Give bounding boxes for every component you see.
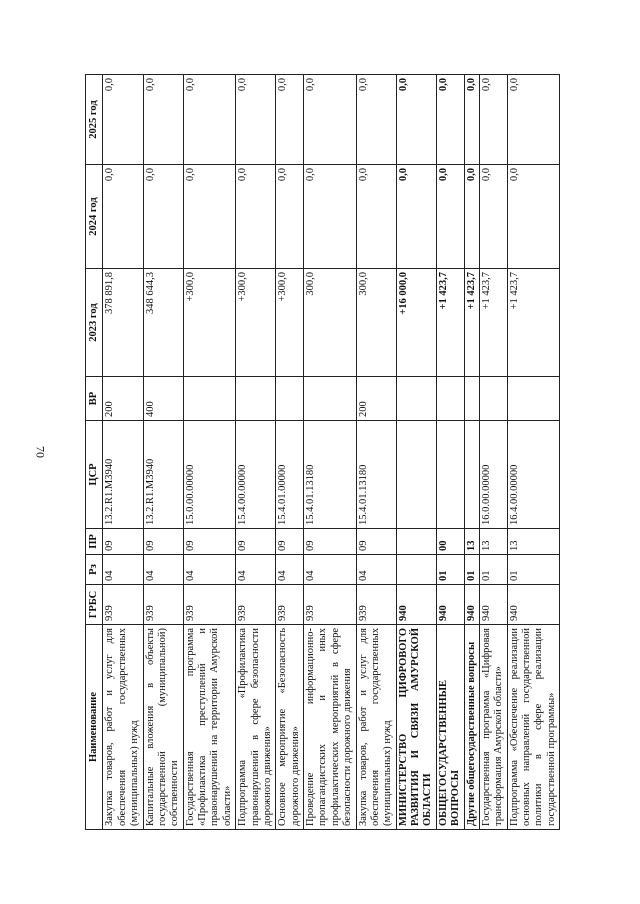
budget-table	[85, 74, 560, 830]
cell-name: Основное мероприятие «Безопасность дорожного движения»	[276, 625, 304, 830]
cell-csr: 16.4.00.00000	[507, 421, 560, 529]
cell-csr: 15.4.01.00000	[276, 421, 304, 529]
cell-2024: 0,0	[183, 165, 236, 269]
cell-name: МИНИСТЕРСТВО ЦИФРОВОГО РАЗВИТИЯ И СВЯЗИ АМУРСКОЙ ОБЛАСТИ	[396, 625, 436, 830]
cell-2025: 0,0	[436, 75, 464, 165]
cell-vr	[304, 377, 357, 421]
cell-2025: 0,0	[507, 75, 560, 165]
cell-pr: 13	[464, 529, 479, 555]
cell-rz: 01	[507, 555, 560, 585]
cell-2023: +1 423,7	[507, 269, 560, 377]
cell-name: Закупка товаров, работ и услуг для обеспечения государственных (муниципальных) нужд	[356, 625, 396, 830]
table-row	[276, 75, 304, 830]
table-row	[436, 75, 464, 830]
cell-2025: 0,0	[479, 75, 507, 165]
cell-2023: 378 891,8	[103, 269, 143, 377]
cell-2023: 300,0	[304, 269, 357, 377]
cell-2023: +300,0	[183, 269, 236, 377]
cell-2025: 0,0	[464, 75, 479, 165]
table-row	[507, 75, 560, 830]
cell-2024: 0,0	[276, 165, 304, 269]
cell-csr: 13.2.R1.M3940	[103, 421, 143, 529]
cell-2024: 0,0	[236, 165, 276, 269]
cell-csr: 15.4.01.13180	[304, 421, 357, 529]
cell-rz: 04	[276, 555, 304, 585]
cell-2025: 0,0	[356, 75, 396, 165]
cell-vr	[276, 377, 304, 421]
table-row	[103, 75, 143, 830]
cell-2023: 348 644,3	[143, 269, 183, 377]
table-row	[464, 75, 479, 830]
cell-rz: 04	[183, 555, 236, 585]
cell-vr	[396, 377, 436, 421]
cell-grbs: 940	[396, 585, 436, 625]
cell-name: Государственная программа «Цифровая трансформация Амурской области»	[479, 625, 507, 830]
table-row	[479, 75, 507, 830]
cell-2024: 0,0	[143, 165, 183, 269]
cell-2023: +1 423,7	[479, 269, 507, 377]
cell-grbs: 939	[236, 585, 276, 625]
cell-name: Подпрограмма «Обеспечение реализации основных направлений государственной политики в сфере реализации государственной программы»	[507, 625, 560, 830]
cell-name: Закупка товаров, работ и услуг для обеспечения государственных (муниципальных) нужд	[103, 625, 143, 830]
cell-pr: 09	[236, 529, 276, 555]
cell-rz: 01	[436, 555, 464, 585]
table-row	[304, 75, 357, 830]
cell-2023: +300,0	[236, 269, 276, 377]
cell-vr	[183, 377, 236, 421]
cell-csr: 16.0.00.00000	[479, 421, 507, 529]
cell-2025: 0,0	[236, 75, 276, 165]
cell-grbs: 939	[276, 585, 304, 625]
table-row	[356, 75, 396, 830]
cell-2023: +16 000,0	[396, 269, 436, 377]
cell-rz: 04	[304, 555, 357, 585]
cell-csr: 15.4.00.00000	[236, 421, 276, 529]
cell-rz: 04	[236, 555, 276, 585]
col-header-vr: ВР	[86, 377, 103, 421]
cell-name: Проведение информационно-пропагандистских и иных профилактических мероприятий в сфере безопасности дорожного движения	[304, 625, 357, 830]
cell-rz: 01	[479, 555, 507, 585]
cell-2025: 0,0	[143, 75, 183, 165]
cell-grbs: 939	[356, 585, 396, 625]
rotated-table-container	[85, 75, 561, 830]
cell-2024: 0,0	[304, 165, 357, 269]
cell-2024: 0,0	[356, 165, 396, 269]
col-header-rz: Рз	[86, 555, 103, 585]
cell-2023: 300,0	[356, 269, 396, 377]
cell-pr: 13	[479, 529, 507, 555]
cell-grbs: 940	[507, 585, 560, 625]
table-row	[183, 75, 236, 830]
cell-csr	[464, 421, 479, 529]
cell-rz: 04	[356, 555, 396, 585]
cell-vr: 200	[356, 377, 396, 421]
table-row	[236, 75, 276, 830]
table-row	[143, 75, 183, 830]
cell-rz: 04	[143, 555, 183, 585]
cell-rz: 04	[103, 555, 143, 585]
cell-2024: 0,0	[507, 165, 560, 269]
cell-grbs: 940	[464, 585, 479, 625]
col-header-2024: 2024 год	[86, 165, 103, 269]
page-number: 70	[33, 446, 48, 458]
cell-vr	[507, 377, 560, 421]
cell-rz: 01	[464, 555, 479, 585]
cell-pr: 09	[103, 529, 143, 555]
cell-rz	[396, 555, 436, 585]
cell-vr	[464, 377, 479, 421]
cell-grbs: 939	[183, 585, 236, 625]
cell-csr: 13.2.R1.M3940	[143, 421, 183, 529]
cell-vr	[436, 377, 464, 421]
cell-grbs: 939	[304, 585, 357, 625]
table-row	[396, 75, 436, 830]
cell-name: Государственная программа «Профилактика преступлений и правонарушений на территории Амурской области»	[183, 625, 236, 830]
cell-grbs: 940	[436, 585, 464, 625]
cell-pr: 09	[183, 529, 236, 555]
cell-2023: +300,0	[276, 269, 304, 377]
cell-2024: 0,0	[464, 165, 479, 269]
cell-csr	[436, 421, 464, 529]
cell-pr: 09	[304, 529, 357, 555]
cell-pr: 13	[507, 529, 560, 555]
col-header-name: Наименование	[86, 625, 103, 830]
cell-2025: 0,0	[396, 75, 436, 165]
cell-2024: 0,0	[436, 165, 464, 269]
cell-name: Другие общегосударственные вопросы	[464, 625, 479, 830]
cell-vr: 400	[143, 377, 183, 421]
cell-grbs: 939	[143, 585, 183, 625]
cell-pr: 09	[356, 529, 396, 555]
cell-grbs: 940	[479, 585, 507, 625]
cell-csr: 15.0.00.00000	[183, 421, 236, 529]
cell-2023: +1 423,7	[464, 269, 479, 377]
cell-grbs: 939	[103, 585, 143, 625]
cell-2025: 0,0	[103, 75, 143, 165]
cell-pr: 09	[276, 529, 304, 555]
cell-2025: 0,0	[304, 75, 357, 165]
cell-2025: 0,0	[276, 75, 304, 165]
cell-name: Подпрограмма «Профилактика правонарушений в сфере безопасности дорожного движения»	[236, 625, 276, 830]
cell-vr: 200	[103, 377, 143, 421]
cell-pr	[396, 529, 436, 555]
cell-2023: +1 423,7	[436, 269, 464, 377]
col-header-grbs: ГРБС	[86, 585, 103, 625]
cell-2024: 0,0	[396, 165, 436, 269]
cell-2024: 0,0	[103, 165, 143, 269]
cell-2025: 0,0	[183, 75, 236, 165]
cell-csr: 15.4.01.13180	[356, 421, 396, 529]
cell-pr: 09	[143, 529, 183, 555]
col-header-csr: ЦСР	[86, 421, 103, 529]
cell-vr	[479, 377, 507, 421]
cell-vr	[236, 377, 276, 421]
header-row	[86, 75, 103, 830]
cell-name: ОБЩЕГОСУДАРСТВЕННЫЕ ВОПРОСЫ	[436, 625, 464, 830]
cell-pr: 00	[436, 529, 464, 555]
cell-2024: 0,0	[479, 165, 507, 269]
col-header-2025: 2025 год	[86, 75, 103, 165]
cell-name: Капитальные вложения в объекты государственной (муниципальной) собственности	[143, 625, 183, 830]
col-header-pr: ПР	[86, 529, 103, 555]
col-header-2023: 2023 год	[86, 269, 103, 377]
cell-csr	[396, 421, 436, 529]
